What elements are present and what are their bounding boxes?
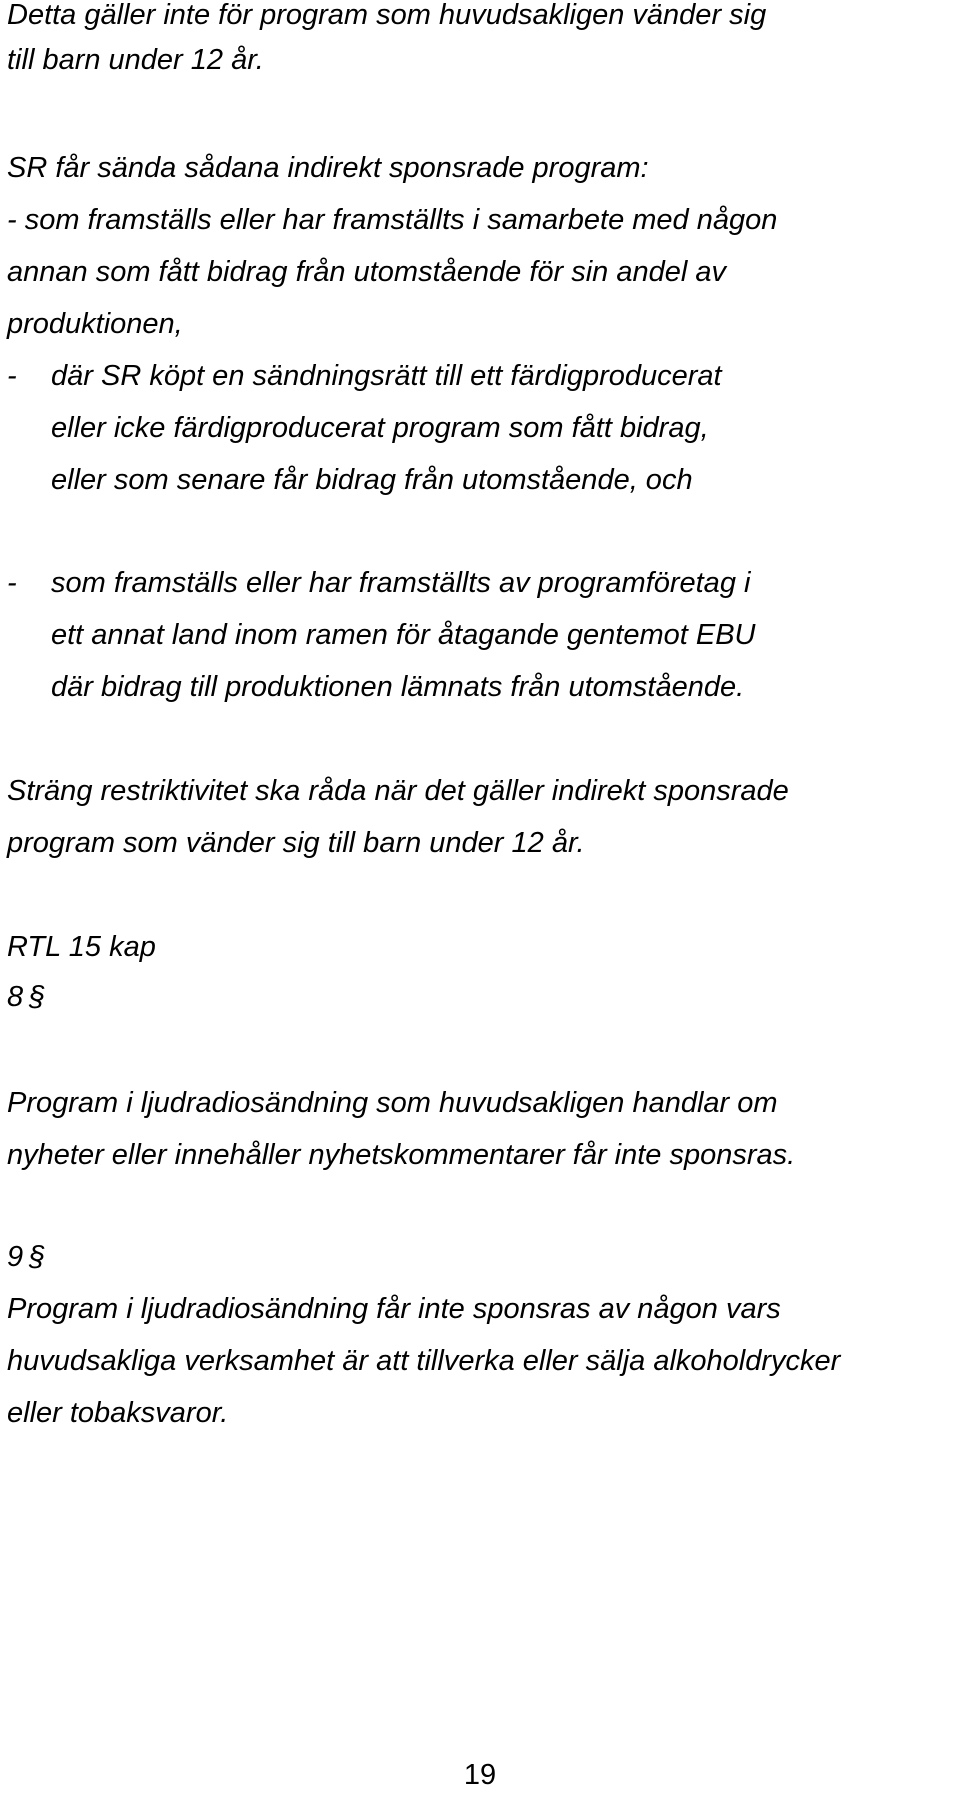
section-9-heading — [7, 1242, 45, 1272]
section-9-line-2: huvudsakliga verksamhet är att tillverka eller sälja alkoholdrycker — [7, 1345, 841, 1377]
item1-line-1: - som framställs eller har framställts i samarbete med någon — [7, 204, 778, 236]
section-8-number: 8 — [7, 981, 24, 1013]
item2-line-3: eller som senare får bidrag från utomstående, och — [51, 464, 693, 496]
sponsor-heading: SR får sända sådana indirekt sponsrade program: — [7, 152, 649, 184]
section-8-heading — [7, 982, 45, 1012]
section-9-paragraph-icon: § — [29, 1241, 46, 1273]
restriction-line-2: program som vänder sig till barn under 12 år. — [7, 827, 585, 859]
item1-line-3: produktionen, — [7, 308, 183, 340]
section-9-line-1: Program i ljudradiosändning får inte sponsras av någon vars — [7, 1293, 781, 1325]
restriction-line-1: Sträng restriktivitet ska råda när det gäller indirekt sponsrade — [7, 775, 789, 807]
section-8-line-2: nyheter eller innehåller nyhetskommentarer får inte sponsras. — [7, 1139, 796, 1171]
rtl-heading: RTL 15 kap — [7, 931, 156, 963]
item2-dash: - — [7, 360, 17, 392]
item3-line-3: där bidrag till produktionen lämnats från utomstående. — [51, 671, 745, 703]
section-9-number: 9 — [7, 1241, 24, 1273]
item1-line-2: annan som fått bidrag från utomstående för sin andel av — [7, 256, 726, 288]
intro-line-2: till barn under 12 år. — [7, 44, 264, 76]
item3-dash: - — [7, 567, 17, 599]
intro-line-1: Detta gäller inte för program som huvudsakligen vänder sig — [7, 0, 767, 31]
item2-line-2: eller icke färdigproducerat program som fått bidrag, — [51, 412, 709, 444]
section-9-line-3: eller tobaksvaror. — [7, 1397, 229, 1429]
page-number: 19 — [463, 1759, 497, 1791]
item3-line-2: ett annat land inom ramen för åtagande gentemot EBU — [51, 619, 756, 651]
item2-line-1: där SR köpt en sändningsrätt till ett färdigproducerat — [51, 360, 722, 392]
section-8-paragraph-icon: § — [29, 981, 46, 1013]
section-8-line-1: Program i ljudradiosändning som huvudsakligen handlar om — [7, 1087, 778, 1119]
item3-line-1: som framställs eller har framställts av programföretag i — [51, 567, 751, 599]
